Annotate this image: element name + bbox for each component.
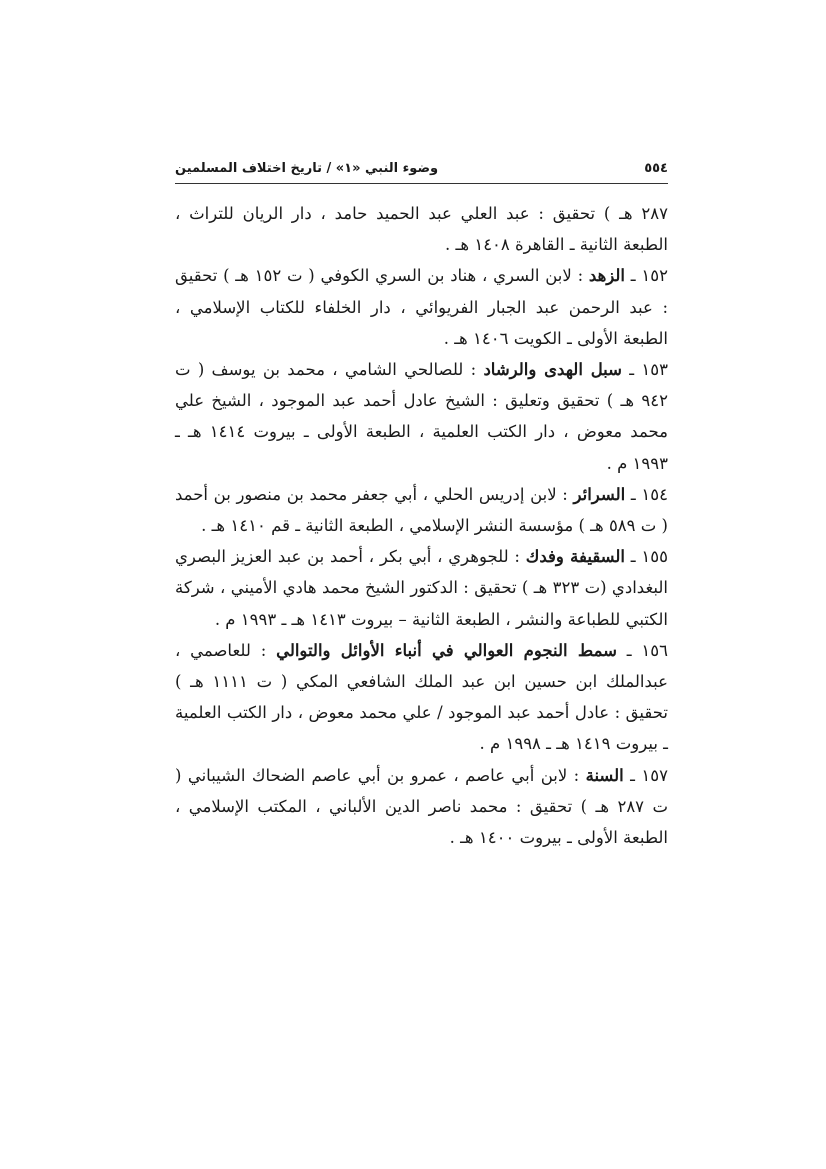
bibliography-entry [175,635,668,760]
entry-title: سبل الهدى والرشاد [483,360,622,380]
entry-number: ١٥٦ ـ [626,640,668,660]
bibliography-entry [175,541,668,635]
bibliography-entry [175,260,668,354]
entry-number: ١٥٢ ـ [630,266,668,286]
entry-number: ١٥٤ ـ [630,484,668,504]
entry-text: : لابن إدريس الحلي ، أبي جعفر محمد بن منصور بن أحمد ( ت ٥٨٩ هـ ) مؤسسة النشر الإسلامي ، الطبعة الثانية ـ قم ١٤١٠ هـ . [175,484,668,536]
header-divider [175,183,668,184]
entry-title: السرائر [573,484,626,504]
entry-title: السقيفة وفدك [525,547,626,567]
entry-text: ٢٨٧ هـ ) تحقيق : عبد العلي عبد الحميد حامد ، دار الريان للتراث ، الطبعة الثانية ـ القاهرة ١٤٠٨ هـ . [175,204,668,255]
entry-title: السنة [585,765,624,785]
running-header [175,156,668,180]
page-number: ٥٥٤ [644,160,668,176]
entry-text: : لابن أبي عاصم ، عمرو بن أبي عاصم الضحاك الشيباني ( ت ٢٨٧ هـ ) تحقيق : محمد ناصر الدين الألباني ، المكتب الإسلامي ، الطبعة الأولى ـ بيروت ١٤٠٠ هـ . [175,765,668,848]
entry-text: : للجوهري ، أبي بكر ، أحمد بن عبد العزيز البصري البغدادي (ت ٣٢٣ هـ ) تحقيق : الدكتور الشيخ محمد هادي الأميني ، شركة الكتبي للطباعة والنشر ، الطبعة الثانية – بيروت ١٤١٣ هـ ـ ١٩٩٣ م . [175,547,668,629]
entry-title: الزهد [588,266,625,286]
running-title: وضوء النبي «١» / تاريخ اختلاف المسلمين [175,160,439,176]
entry-number: ١٥٥ ـ [630,547,668,567]
bibliography-entry [175,760,668,854]
bibliography-entry [175,479,668,541]
bibliography-list [175,198,668,853]
entry-title: سمط النجوم العوالي في أنباء الأوائل والتوالي [276,640,617,660]
entry-number: ١٥٧ ـ [630,765,668,785]
entry-text: : لابن السري ، هناد بن السري الكوفي ( ت ١٥٢ هـ ) تحقيق : عبد الرحمن عبد الجبار الفريوائي ، دار الخلفاء للكتاب الإسلامي ، الطبعة الأولى ـ الكويت ١٤٠٦ هـ . [175,266,668,348]
entry-text: : للعاصمي ، عبدالملك ابن حسين ابن عبد الملك الشافعي المكي ( ت ١١١١ هـ ) تحقيق : عادل أحمد عبد الموجود / علي محمد معوض ، دار الكتب العلمية ـ بيروت ١٤١٩ هـ ـ ١٩٩٨ م . [175,640,668,754]
entry-number: ١٥٣ ـ [629,360,668,380]
entry-text: : للصالحي الشامي ، محمد بن يوسف ( ت ٩٤٢ هـ ) تحقيق وتعليق : الشيخ عادل أحمد عبد الموجود ، الشيخ علي محمد معوض ، دار الكتب العلمية ، الطبعة الأولى ـ بيروت ١٤١٤ هـ ـ ١٩٩٣ م . [175,360,668,473]
bibliography-entry [175,354,668,479]
bibliography-entry-continuation [175,198,668,260]
